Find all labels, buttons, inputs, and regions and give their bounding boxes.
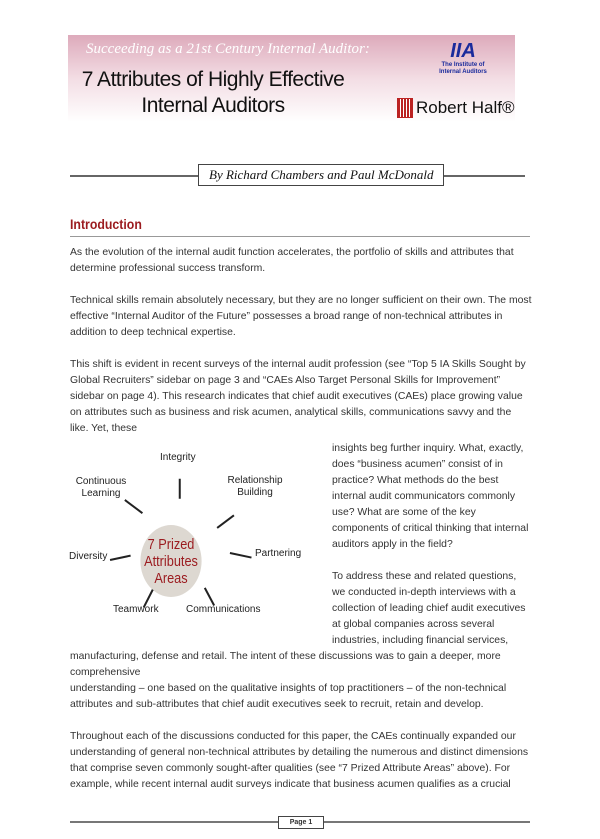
diagram-connector (179, 479, 181, 499)
paragraph: Throughout each of the discussions conducted for this paper, the CAEs continually expanded our understanding of general non-technical attributes by detailing the numerous and distinct dimensions that comprise seven commonly sought-after qualities (see “7 Prized Attribute Areas” above). For example, while recent internal audit surveys indicate that business acumen qualifies as a crucial (70, 731, 529, 790)
diagram-center-label: 7 Prized Attributes Areas (144, 535, 198, 587)
attribute-label: Integrity (160, 452, 196, 463)
paragraph: To address these and related questions, we conducted in-depth interviews with a collection of leading chief audit executives at global companies across several industries, including financial services, manufacturing, defense and retail. The intent of these discussions was to gain a deeper, more comprehensive (70, 571, 526, 678)
attribute-label: Relationship Building (227, 475, 283, 498)
diagram-connector (125, 499, 143, 513)
paragraph: This shift is evident in recent surveys of the internal audit profession (see “Top 5 IA Skills Sought by Global Recruiters” sidebar on page 3 and “CAEs Also Target Personal Skills for Improvement” sidebar on page 4). This research indicates that chief audit executives (CAEs) place growing value on attributes such as business and risk acumen, analytical skills, communications savvy and the like. Yet, these (70, 359, 526, 434)
section-heading: Introduction (70, 216, 142, 232)
paragraph: understanding – one based on the qualitative insights of top practitioners – of the non-technical attributes and sub-attributes that chief audit executives seek to recruit, retain and develop. (70, 683, 507, 710)
diagram-connector (204, 587, 215, 605)
header-kicker: Succeeding as a 21st Century Internal Auditor: (86, 41, 370, 57)
diagram-connector (217, 515, 235, 529)
page-footer (70, 809, 532, 839)
diagram-connector (110, 555, 131, 561)
attributes-diagram (70, 441, 326, 637)
attribute-label: Continuous Learning (75, 476, 127, 499)
iia-logo-mark: IIA (450, 40, 476, 62)
attribute-label: Communications (186, 604, 261, 615)
iia-logo-text: The Institute of Internal Auditors (439, 62, 487, 75)
attribute-label: Diversity (69, 551, 108, 562)
paragraph: Technical skills remain absolutely necessary, but they are no longer sufficient on their own. The most effective “Internal Auditor of the Future” possesses a broad range of non-technical attributes in addition to deep technical expertise. (70, 295, 532, 338)
attribute-label: Teamwork (113, 604, 159, 615)
diagram-center (140, 525, 201, 597)
byline: By Richard Chambers and Paul McDonald (198, 164, 444, 186)
attribute-label: Partnering (255, 548, 302, 559)
page-number: Page 1 (278, 816, 324, 829)
paragraph: As the evolution of the internal audit function accelerates, the portfolio of skills and attributes that determine professional success transform. (70, 247, 514, 274)
diagram-connector (230, 552, 252, 558)
paragraph: insights beg further inquiry. What, exactly, does “business acumen” consist of in practice? What methods do the best internal audit communicators commonly use? What are some of the key components of critical thinking that internal auditors apply in the field? (332, 443, 529, 550)
document-title: 7 Attributes of Highly Effective Internal Auditors (81, 68, 345, 117)
body-text (70, 0, 532, 839)
robert-half-logo-text: Robert Half® (416, 98, 515, 117)
